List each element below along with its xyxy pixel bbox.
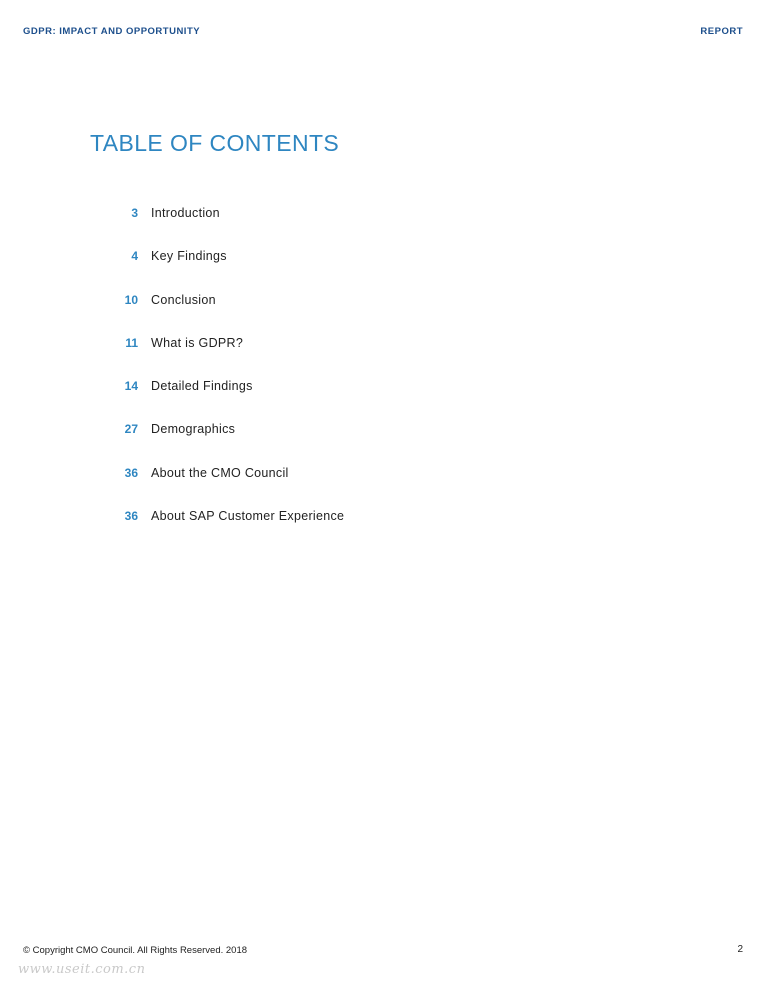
toc-title: TABLE OF CONTENTS	[90, 130, 340, 156]
toc-page-number: 4	[131, 249, 138, 264]
toc-page-number: 36	[124, 465, 138, 480]
watermark: www.useit.com.cn	[18, 962, 146, 977]
toc-page-number: 11	[125, 335, 138, 350]
toc-item[interactable]	[0, 249, 500, 292]
toc-item[interactable]	[0, 206, 500, 249]
toc-entry-label: Conclusion	[151, 292, 216, 307]
toc-page-number: 10	[124, 292, 138, 307]
toc-item[interactable]	[0, 379, 500, 422]
toc-page-number: 36	[124, 509, 138, 524]
toc-item[interactable]	[0, 466, 500, 509]
copyright-notice: © Copyright CMO Council. All Rights Reserved. 2018	[23, 945, 248, 956]
toc-item[interactable]	[0, 422, 500, 465]
toc-entry-label: Key Findings	[151, 249, 227, 264]
toc-item[interactable]	[0, 509, 500, 552]
toc-entry-label: Detailed Findings	[151, 379, 253, 394]
toc-item[interactable]	[0, 336, 500, 379]
toc-entry-label: What is GDPR?	[151, 335, 244, 350]
report-label-header: REPORT	[700, 26, 743, 37]
toc-item[interactable]	[0, 293, 500, 336]
toc-entry-label: Demographics	[151, 422, 236, 437]
toc-page-number: 27	[124, 422, 138, 437]
toc-page-number: 3	[131, 206, 138, 220]
toc-page-number: 14	[124, 379, 138, 394]
report-title-header: GDPR: IMPACT AND OPPORTUNITY	[23, 26, 201, 37]
page-number: 2	[737, 944, 743, 955]
toc-entry-label: About SAP Customer Experience	[151, 509, 345, 524]
toc-list	[0, 206, 500, 552]
toc-entry-label: Introduction	[151, 206, 220, 220]
toc-entry-label: About the CMO Council	[151, 465, 289, 480]
